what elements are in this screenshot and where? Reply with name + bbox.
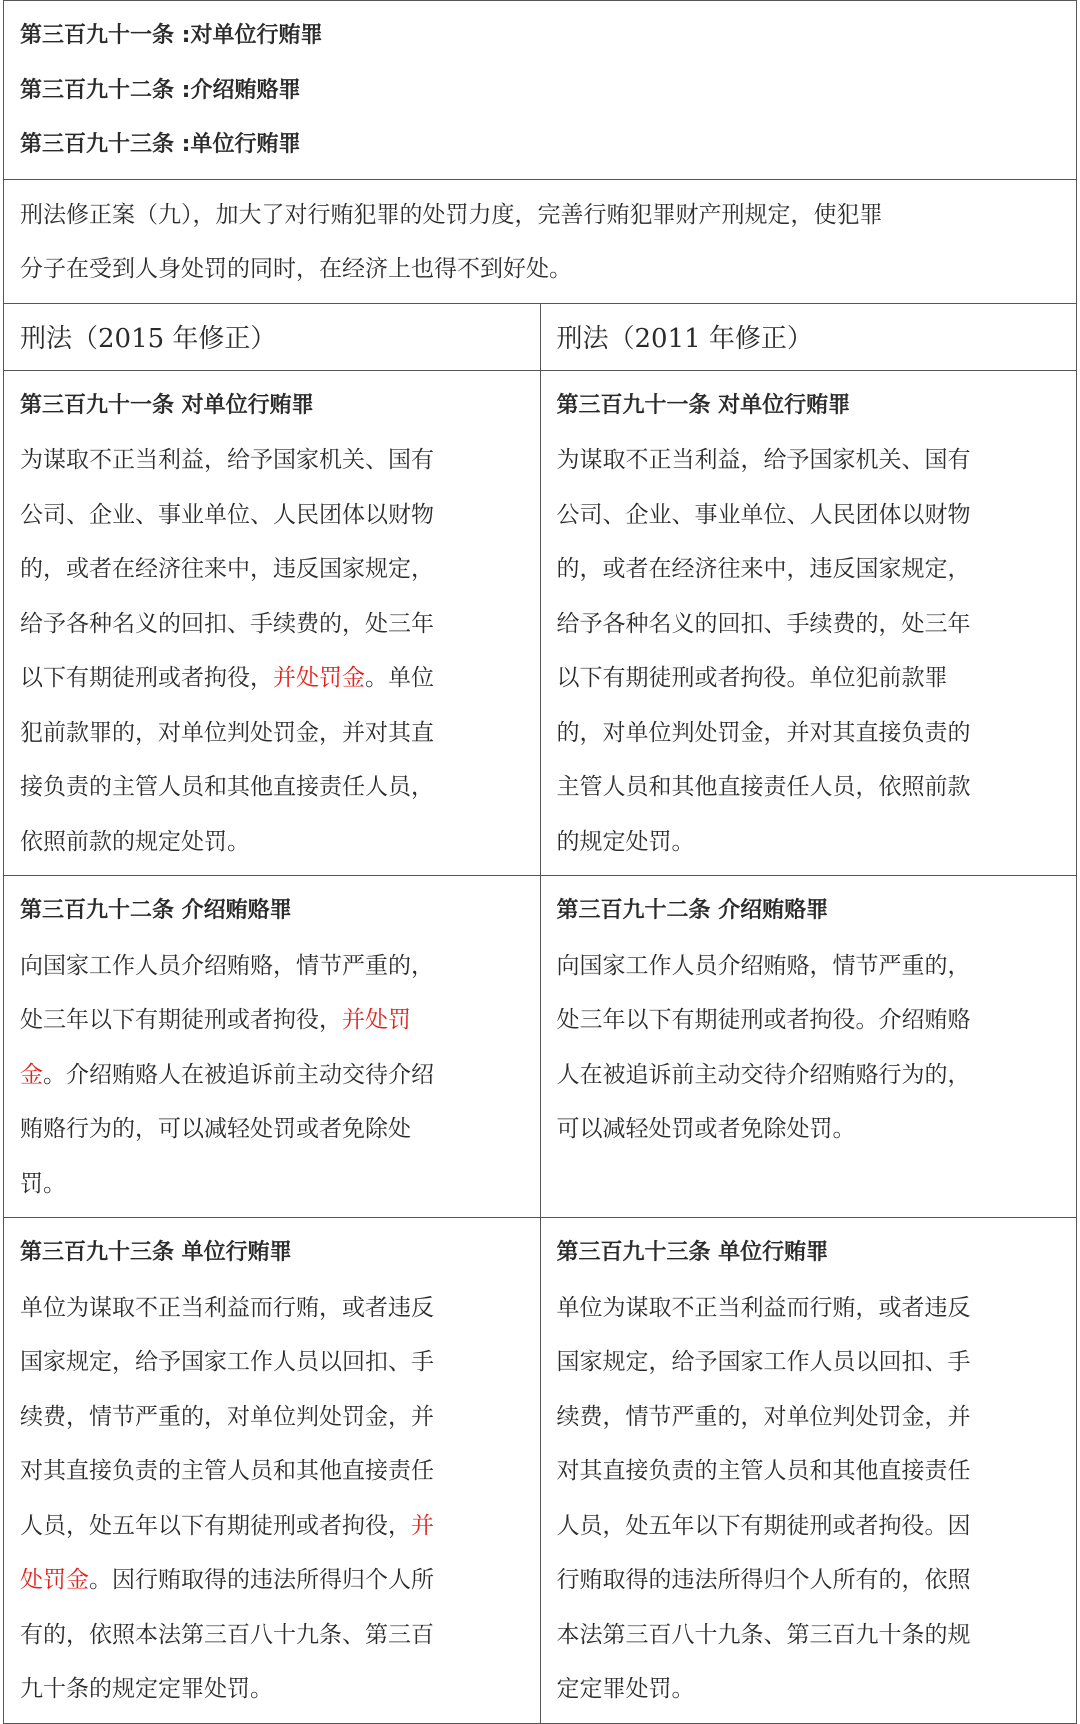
article-title: 第三百九十二条 介绍贿赂罪 — [556, 898, 829, 923]
text-segment: 有的，依照本法第三百八十九条、第三百 — [20, 1621, 434, 1648]
article-text-line — [20, 1553, 530, 1608]
text-segment: 对其直接负责的主管人员和其他直接责任 — [20, 1458, 434, 1484]
article-text-line: 为谋取不正当利益，给予国家机关、国有 — [556, 447, 971, 473]
article-cell-2011 — [540, 1218, 1077, 1724]
article-title: 第三百九十三条 单位行贿罪 — [20, 1240, 292, 1265]
text-segment: 以下有期徒刑或者拘役， — [20, 665, 273, 691]
article-row — [4, 876, 1077, 1218]
article-text-line: 主管人员和其他直接责任人员，依照前款 — [556, 774, 971, 800]
article-text-line — [20, 433, 530, 488]
column-header-2015 — [4, 303, 541, 370]
article-title: 第三百九十一条 对单位行贿罪 — [20, 392, 314, 418]
text-segment: 国家规定，给予国家工作人员以回扣、手 — [20, 1349, 434, 1375]
article-text-line — [20, 1444, 530, 1499]
law-comparison-table — [3, 0, 1077, 1724]
article-text-line: 可以减轻处罚或者免除处罚。 — [556, 1116, 856, 1142]
article-text-line: 给予各种名义的回扣、手续费的，处三年 — [556, 610, 971, 637]
amendment-highlight: 处罚金 — [20, 1567, 89, 1593]
article-text-line: 处三年以下有期徒刑或者拘役。介绍贿赂 — [556, 1007, 971, 1033]
amendment-highlight: 并处罚金 — [273, 665, 365, 691]
article-text-line — [20, 1499, 530, 1554]
text-segment: 给予各种名义的回扣、手续费的，处三年 — [20, 610, 434, 637]
article-text-line: 向国家工作人员介绍贿赂，情节严重的， — [556, 952, 971, 979]
text-segment: 贿赂行为的，可以减轻处罚或者免除处 — [20, 1116, 411, 1142]
article-text-line — [20, 815, 530, 870]
text-segment: 处三年以下有期徒刑或者拘役， — [20, 1007, 342, 1033]
text-segment: 为谋取不正当利益，给予国家机关、国有 — [20, 447, 434, 473]
law-comparison-page — [3, 0, 1077, 1724]
summary-line: 分子在受到人身处罚的同时，在经济上也得不到好处。 — [20, 256, 572, 282]
articles-heading-cell — [4, 1, 1077, 180]
summary-row — [4, 179, 1077, 303]
article-text-line — [20, 1608, 530, 1663]
article-text-line — [20, 1662, 530, 1717]
text-segment: 。单位 — [365, 665, 434, 691]
article-cell-2011 — [540, 876, 1077, 1218]
article-text-line — [20, 1390, 530, 1445]
article-cell-2015 — [4, 876, 541, 1218]
article-row — [4, 1218, 1077, 1724]
article-text-line — [20, 597, 530, 652]
article-text-line: 单位为谋取不正当利益而行贿，或者违反 — [556, 1294, 971, 1321]
article-text-line: 公司、企业、事业单位、人民团体以财物 — [556, 501, 971, 528]
amendment-highlight: 并 — [411, 1512, 434, 1539]
text-segment: 的，或者在经济往来中，违反国家规定， — [20, 556, 434, 582]
text-segment: 罚。 — [20, 1170, 66, 1197]
article-text-line — [20, 1048, 530, 1103]
article-text-line: 本法第三百八十九条、第三百九十条的规 — [556, 1621, 971, 1648]
column-header-label: 刑法（2011 年修正） — [556, 323, 813, 354]
article-heading: 第三百九十二条 :介绍贿赂罪 — [20, 77, 301, 103]
article-cell-2015 — [4, 370, 541, 876]
article-text-line: 人在被追诉前主动交待介绍贿赂行为的， — [556, 1061, 971, 1088]
article-text-line — [20, 706, 530, 761]
amendment-highlight: 并处罚 — [342, 1007, 411, 1033]
article-text-line: 人员，处五年以下有期徒刑或者拘役。因 — [556, 1512, 971, 1539]
article-text-line — [20, 1157, 530, 1212]
text-segment: 犯前款罪的，对单位判处罚金，并对其直 — [20, 719, 434, 746]
article-text-line: 续费，情节严重的，对单位判处罚金，并 — [556, 1403, 971, 1430]
article-text-line — [20, 760, 530, 815]
article-heading: 第三百九十一条 :对单位行贿罪 — [20, 23, 323, 48]
article-title: 第三百九十三条 单位行贿罪 — [556, 1240, 829, 1265]
summary-cell — [4, 179, 1077, 303]
column-header-label: 刑法（2015 年修正） — [20, 323, 277, 354]
article-cell-2015 — [4, 1218, 541, 1724]
articles-heading-row — [4, 1, 1077, 180]
article-text-line: 定定罪处罚。 — [556, 1676, 695, 1702]
text-segment: 依照前款的规定处罚。 — [20, 828, 250, 855]
article-title: 第三百九十一条 对单位行贿罪 — [556, 392, 851, 418]
article-text-line: 对其直接负责的主管人员和其他直接责任 — [556, 1458, 971, 1484]
article-text-line — [20, 939, 530, 994]
amendment-highlight: 金 — [20, 1061, 43, 1088]
article-heading: 第三百九十三条 :单位行贿罪 — [20, 132, 301, 157]
column-header-2011 — [540, 303, 1077, 370]
article-text-line: 的规定处罚。 — [556, 828, 695, 855]
article-text-line — [20, 651, 530, 706]
text-segment: 向国家工作人员介绍贿赂，情节严重的， — [20, 952, 434, 979]
article-text-line — [20, 542, 530, 597]
text-segment: 单位为谋取不正当利益而行贿，或者违反 — [20, 1294, 434, 1321]
text-segment: 。介绍贿赂人在被追诉前主动交待介绍 — [43, 1061, 434, 1088]
text-segment: 九十条的规定定罪处罚。 — [20, 1676, 273, 1702]
article-text-line — [20, 1281, 530, 1336]
article-text-line: 行贿取得的违法所得归个人所有的，依照 — [556, 1567, 971, 1593]
text-segment: 续费，情节严重的，对单位判处罚金，并 — [20, 1403, 434, 1430]
article-text-line — [20, 488, 530, 543]
summary-line: 刑法修正案（九），加大了对行贿犯罪的处罚力度，完善行贿犯罪财产刑规定，使犯罪 — [20, 201, 883, 228]
text-segment: 接负责的主管人员和其他直接责任人员， — [20, 774, 434, 800]
article-text-line: 国家规定，给予国家工作人员以回扣、手 — [556, 1349, 971, 1375]
text-segment: 公司、企业、事业单位、人民团体以财物 — [20, 501, 434, 528]
article-text-line — [20, 1102, 530, 1157]
article-row — [4, 370, 1077, 876]
column-header-row — [4, 303, 1077, 370]
article-text-line: 的，或者在经济往来中，违反国家规定， — [556, 556, 971, 582]
article-text-line: 的，对单位判处罚金，并对其直接负责的 — [556, 719, 971, 746]
article-title: 第三百九十二条 介绍贿赂罪 — [20, 898, 292, 923]
article-text-line — [20, 1335, 530, 1390]
article-text-line: 以下有期徒刑或者拘役。单位犯前款罪 — [556, 665, 948, 691]
text-segment: 人员，处五年以下有期徒刑或者拘役， — [20, 1512, 411, 1539]
article-cell-2011 — [540, 370, 1077, 876]
article-text-line — [20, 993, 530, 1048]
text-segment: 。因行贿取得的违法所得归个人所 — [89, 1567, 434, 1593]
